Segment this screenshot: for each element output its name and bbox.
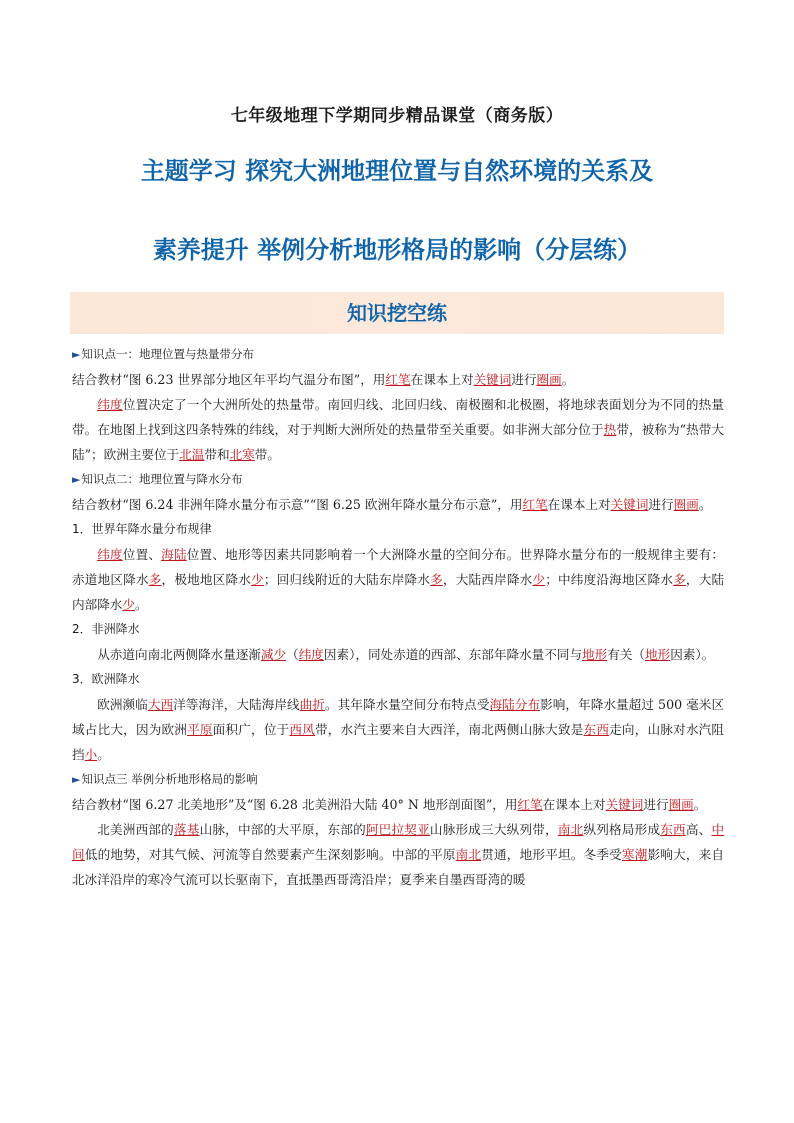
triangle-bullet-icon: ►: [72, 473, 81, 486]
text-segment: 。: [561, 372, 575, 387]
text-segment: 因素）。: [670, 647, 715, 662]
kp2-paragraph-3: [72, 692, 724, 767]
text-segment: 位置、: [122, 547, 162, 562]
kp2-instruction: [72, 492, 724, 517]
text-segment: 结合教材“图 6.27 北美地形”及“图 6.28 北美洲沿大陆 40° N 地形剖面图”，用: [72, 797, 518, 812]
text-segment: 带，被称为“热带大陆”；欧洲主要位于: [72, 422, 725, 462]
text-segment: 山脉，中部的大平原，东部的: [199, 822, 366, 837]
text-segment: 有关（: [607, 647, 646, 662]
text-segment: 北美洲西部的: [97, 822, 174, 837]
text-segment: 结合教材“图 6.23 世界部分地区年平均气温分布图”，用: [72, 372, 386, 387]
keyword-answer: 纬度: [97, 397, 123, 412]
keyword-answer: 北寒: [229, 447, 255, 462]
text-segment: 山脉形成三大纵列带，: [429, 822, 558, 837]
text-segment: 进行: [648, 497, 674, 512]
keyword-answer: 圈画: [673, 497, 699, 512]
keyword-answer: 少: [122, 597, 135, 612]
text-segment: 纵列格局形成: [583, 822, 661, 837]
text-segment: 影响，年降水量超过 500 毫米区域占比大，因为欧洲: [72, 697, 725, 737]
text-segment: 带和: [204, 447, 230, 462]
keyword-answer: 多: [673, 572, 686, 587]
text-segment: 。: [698, 497, 712, 512]
text-segment: 洋等海洋，大陆海岸线: [173, 697, 300, 712]
text-segment: 影响大，来自北冰洋沿岸的寒冷气流可以长驱南下，直抵墨西哥湾沿岸；夏季来自墨西哥湾的暖: [72, 847, 725, 887]
triangle-bullet-icon: ►: [72, 773, 81, 786]
kp2-heading-text: 知识点二：地理位置与降水分布: [81, 472, 243, 486]
text-segment: 带，水汽主要来自大西洋，南北两侧山脉大致是: [314, 722, 584, 737]
kp1-instruction: [72, 367, 724, 392]
keyword-answer: 多: [430, 572, 443, 587]
kp3-instruction: [72, 792, 724, 817]
kp2-paragraph-2: [72, 642, 724, 667]
text-segment: 。: [97, 747, 110, 762]
text-segment: 。: [693, 797, 707, 812]
keyword-answer: 寒潮: [621, 847, 648, 862]
keyword-answer: 东西: [583, 722, 610, 737]
keyword-answer: 红笔: [517, 797, 543, 812]
keyword-answer: 小: [84, 747, 98, 762]
text-segment: 进行: [643, 797, 669, 812]
text-segment: 位置决定了一个大洲所处的热量带。南回归线、北回归线、南极圈和北极圈，将地球表面划分为不同的热量带。在地图上找到这四条特殊的纬线，对于判断大洲所处的热量带至关重要。如非洲大部分位于: [72, 397, 725, 437]
keyword-answer: 少: [251, 572, 264, 587]
keyword-answer: 热: [603, 422, 617, 437]
keyword-answer: 关键词: [605, 797, 644, 812]
knowledge-point-1-heading: [72, 342, 724, 367]
text-segment: 欧洲濒临: [97, 697, 148, 712]
kp2-subheading-2: 2．非洲降水: [72, 622, 140, 636]
keyword-answer: 南北: [455, 847, 482, 862]
keyword-answer: 关键词: [473, 372, 512, 387]
keyword-answer: 纬度: [97, 547, 123, 562]
keyword-answer: 关键词: [610, 497, 649, 512]
section-banner: 知识挖空练: [70, 292, 724, 334]
text-segment: ；回归线附近的大陆东岸降水: [263, 572, 431, 587]
keyword-answer: 阿巴拉契亚: [365, 822, 430, 837]
text-segment: 走向，山脉对水汽阻挡: [72, 722, 725, 762]
keyword-answer: 减少: [260, 647, 287, 662]
keyword-answer: 西风: [289, 722, 315, 737]
text-segment: ；中纬度沿海地区降水: [545, 572, 674, 587]
triangle-bullet-icon: ►: [72, 348, 81, 361]
main-title-line-2: 素养提升 举例分析地形格局的影响（分层练）: [152, 236, 642, 264]
text-segment: 从赤道向南北两侧降水量逐渐: [97, 647, 261, 662]
text-segment: 进行: [511, 372, 537, 387]
text-segment: 。: [134, 597, 148, 612]
keyword-answer: 圈画: [536, 372, 562, 387]
keyword-answer: 海陆分布: [489, 697, 541, 712]
kp2-paragraph-1: [72, 542, 724, 617]
text-segment: ，大陆内部降水: [72, 572, 725, 612]
text-segment: 贯通，地形平坦。冬季受: [481, 847, 622, 862]
keyword-answer: 地形: [645, 647, 671, 662]
keyword-answer: 落基: [173, 822, 200, 837]
keyword-answer: 曲折: [299, 697, 325, 712]
text-segment: ，大陆西岸降水: [442, 572, 533, 587]
text-segment: 位置、地形等因素共同影响着一个大洲降水量的空间分布。世界降水量分布的一般规律主要有：赤道地区降水: [72, 547, 725, 587]
keyword-answer: 红笔: [385, 372, 411, 387]
text-segment: 结合教材“图 6.24 非洲年降水量分布示意”“图 6.25 欧洲年降水量分布示意”，用: [72, 497, 523, 512]
text-segment: （: [286, 647, 299, 662]
main-title-line-1: 主题学习 探究大洲地理位置与自然环境的关系及: [140, 157, 654, 185]
text-segment: 在课本上对: [410, 372, 474, 387]
keyword-answer: 海陆: [161, 547, 187, 562]
keyword-answer: 平原: [187, 722, 213, 737]
keyword-answer: 东西: [660, 822, 686, 837]
kp3-paragraph: [72, 817, 724, 892]
kp2-subheading-3: 3．欧洲降水: [72, 672, 140, 686]
text-segment: 高、: [685, 822, 712, 837]
kp1-paragraph: [72, 392, 724, 467]
text-segment: 在课本上对: [547, 497, 611, 512]
keyword-answer: 北温: [179, 447, 205, 462]
text-segment: 低的地势，对其气候、河流等自然要素产生深刻影响。中部的平原: [84, 847, 456, 862]
keyword-answer: 中间: [72, 822, 725, 862]
kp3-heading-text: 知识点三 举例分析地形格局的影响: [81, 772, 258, 786]
keyword-answer: 红笔: [522, 497, 548, 512]
keyword-answer: 多: [148, 572, 162, 587]
keyword-answer: 南北: [557, 822, 584, 837]
text-segment: 在课本上对: [542, 797, 606, 812]
text-segment: 带。: [254, 447, 280, 462]
keyword-answer: 圈画: [668, 797, 694, 812]
content-body: [72, 342, 724, 892]
kp1-heading-text: 知识点一：地理位置与热量带分布: [81, 347, 254, 361]
text-segment: 。其年降水量空间分布特点受: [324, 697, 490, 712]
series-title: 七年级地理下学期同步精品课堂（商务版）: [230, 106, 564, 126]
text-segment: ，极地地区降水: [161, 572, 252, 587]
text-segment: 因素），同处赤道的西部、东部年降水量不同与: [323, 647, 583, 662]
text-segment: 面积广，位于: [212, 722, 290, 737]
knowledge-point-2-heading: [72, 467, 724, 492]
keyword-answer: 地形: [582, 647, 608, 662]
knowledge-point-3-heading: [72, 767, 724, 792]
kp2-subheading-1: 1．世界年降水量分布规律: [72, 522, 212, 536]
keyword-answer: 纬度: [298, 647, 324, 662]
keyword-answer: 大西: [147, 697, 174, 712]
keyword-answer: 少: [532, 572, 546, 587]
